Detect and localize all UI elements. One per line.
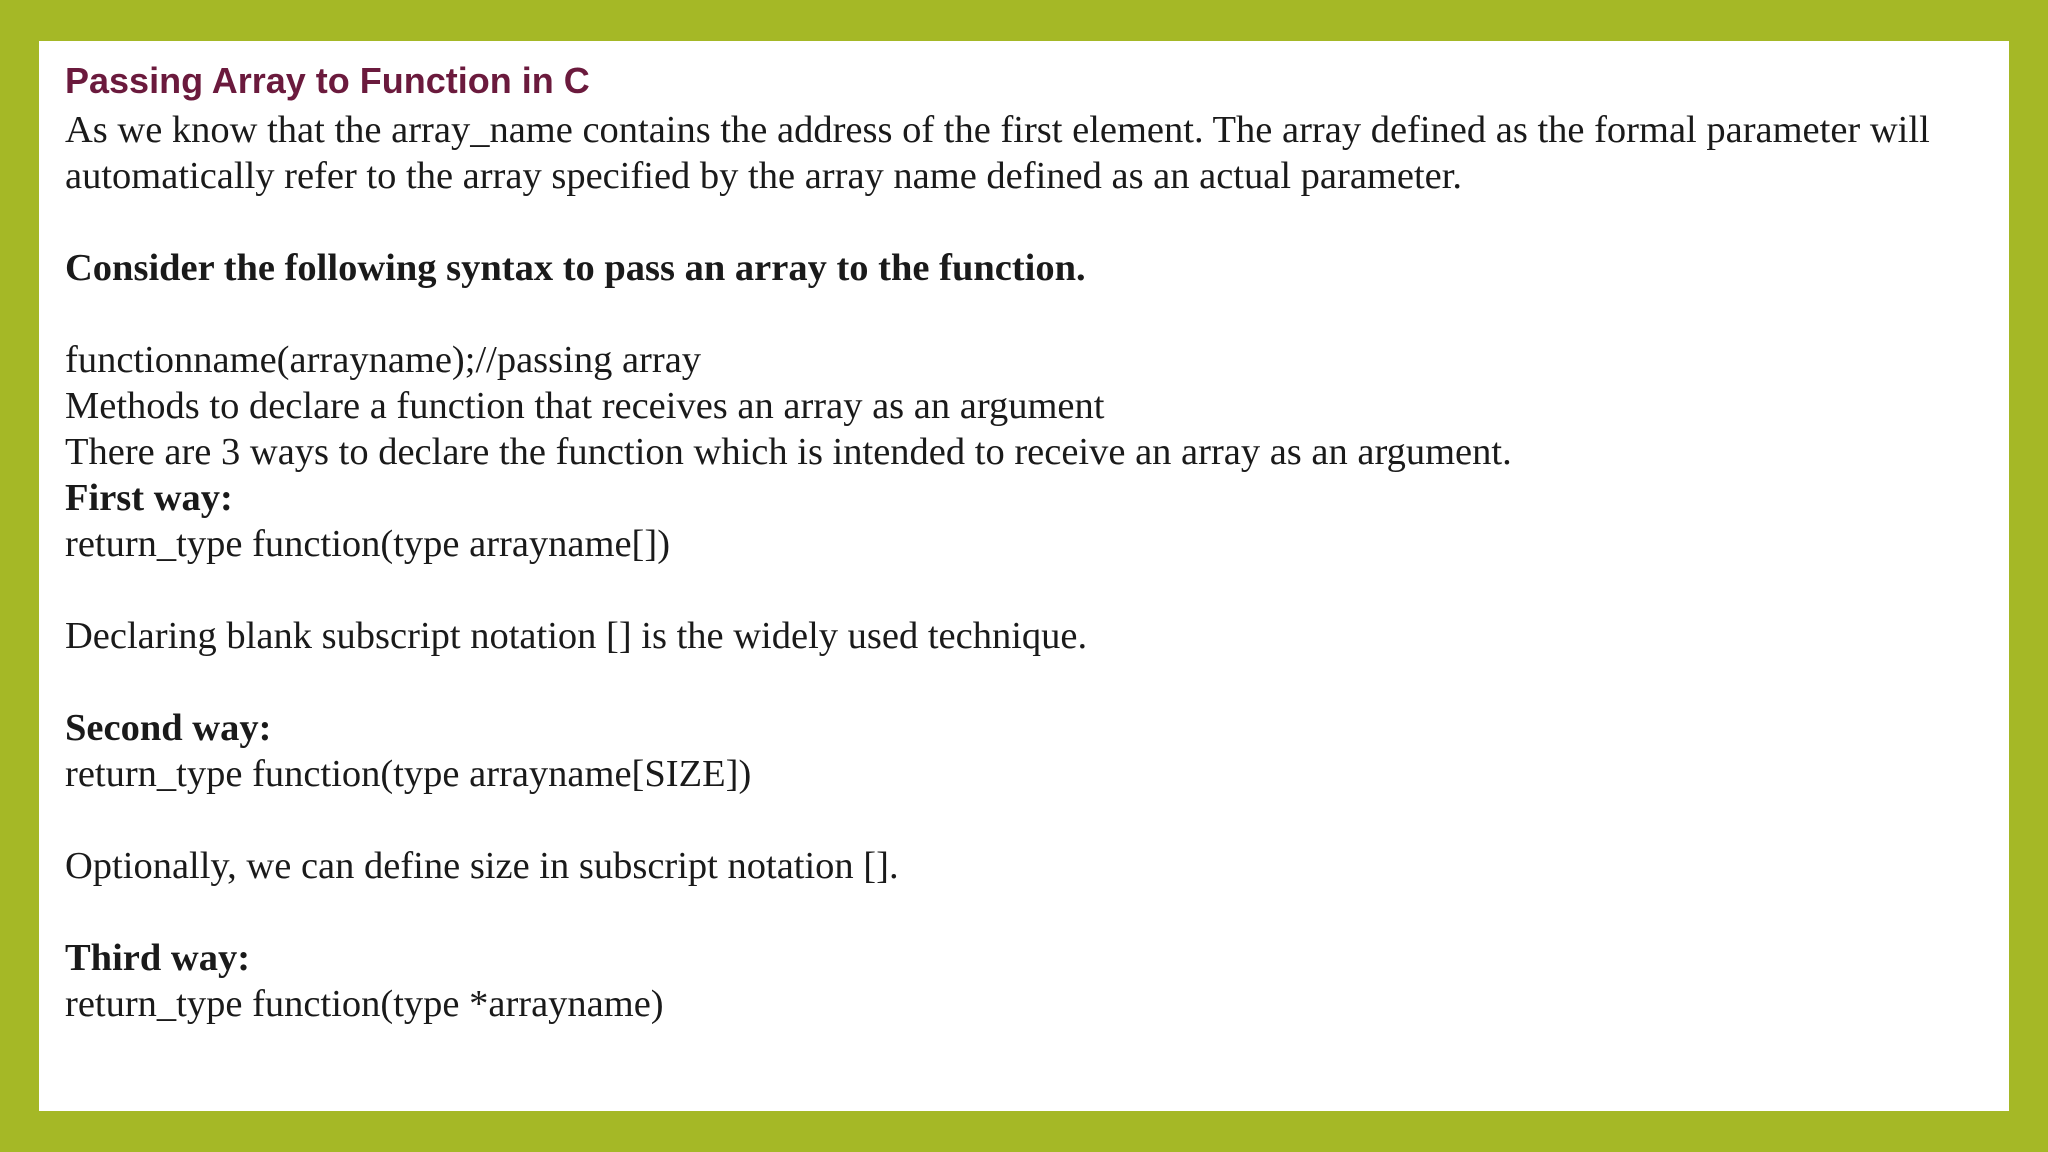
blank-line — [65, 291, 1983, 337]
ways-line: There are 3 ways to declare the function which is intended to receive an array as an argument. — [65, 431, 1512, 473]
third-way-syntax: return_type function(type *arrayname) — [65, 983, 664, 1025]
third-way-heading: Third way: — [65, 937, 251, 979]
slide-content — [39, 41, 2009, 1111]
second-way-note: Optionally, we can define size in subscript notation []. — [65, 845, 899, 887]
blank-line — [65, 797, 1983, 843]
blank-line — [65, 199, 1983, 245]
syntax-line: functionname(arrayname);//passing array — [65, 339, 702, 381]
blank-line — [65, 889, 1983, 935]
consider-heading: Consider the following syntax to pass an array to the function. — [65, 247, 1086, 289]
slide-title: Passing Array to Function in C — [65, 60, 590, 101]
second-way-heading: Second way: — [65, 707, 272, 749]
first-way-note: Declaring blank subscript notation [] is the widely used technique. — [65, 615, 1088, 657]
methods-line: Methods to declare a function that receives an array as an argument — [65, 385, 1105, 427]
intro-paragraph: As we know that the array_name contains the address of the first element. The array defined as the formal parameter will automatically refer to the array specified by the array name defined as an actual parameter. — [65, 109, 1930, 197]
second-way-syntax: return_type function(type arrayname[SIZE]) — [65, 753, 752, 795]
first-way-heading: First way: — [65, 477, 233, 519]
blank-line — [65, 567, 1983, 613]
first-way-syntax: return_type function(type arrayname[]) — [65, 523, 671, 565]
slide-body — [65, 107, 1983, 1027]
blank-line — [65, 659, 1983, 705]
